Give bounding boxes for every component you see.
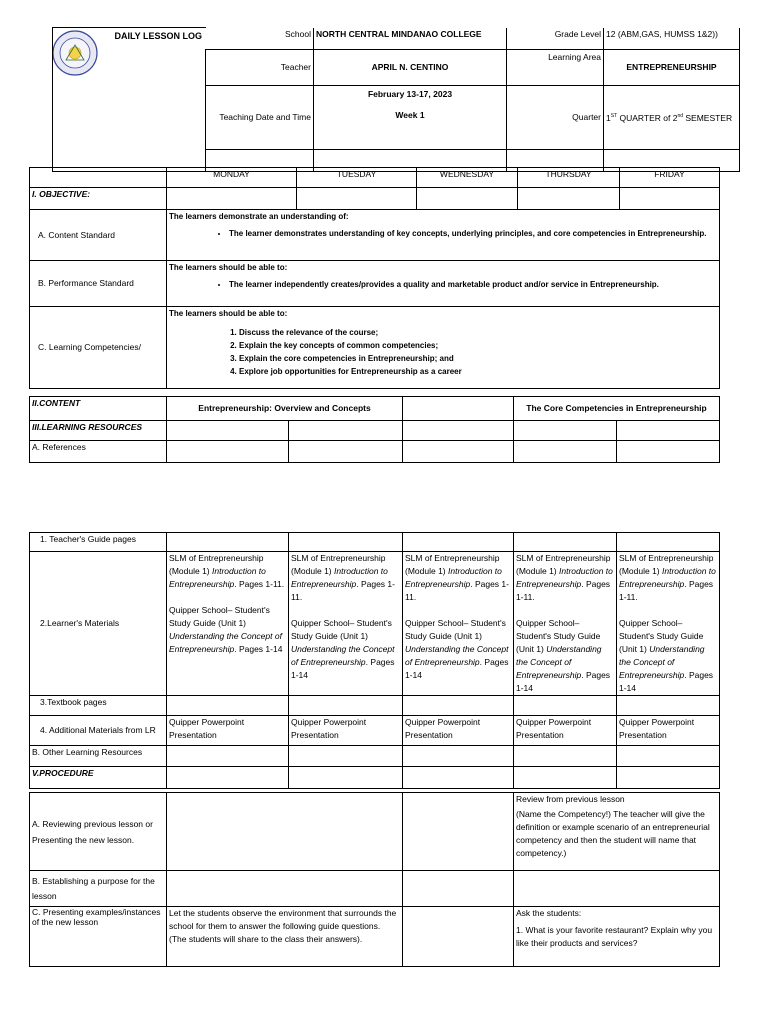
procedure-a-thursday-title: Review from previous lesson	[516, 794, 625, 804]
content-thu-fri: The Core Competencies in Entrepreneurship	[514, 397, 720, 421]
teacher-value: APRIL N. CENTINO	[314, 50, 507, 86]
teaching-date-label: Teaching Date and Time	[206, 86, 314, 150]
day-tuesday: TUESDAY	[297, 168, 417, 188]
textbook-pages-label: 3.Textbook pages	[30, 696, 167, 716]
content-mon-tue: Entrepreneurship: Overview and Concepts	[167, 397, 403, 421]
school-value: NORTH CENTRAL MINDANAO COLLEGE	[314, 28, 507, 50]
learning-resources-heading: III.LEARNING RESOURCES	[30, 421, 167, 441]
additional-materials-wednesday: Quipper Powerpoint Presentation	[403, 716, 514, 746]
day-thursday: THURSDAY	[518, 168, 620, 188]
teacher-label: Teacher	[206, 50, 314, 86]
learning-competencies-label: C. Learning Competencies/	[30, 307, 167, 389]
performance-standard-intro: The learners should be able to:	[169, 263, 288, 272]
learners-materials-label: 2.Learner's Materials	[30, 552, 167, 696]
procedure-c-thursday-title: Ask the students:	[516, 908, 582, 918]
competency-item: 2. Explain the key concepts of common competencies;	[239, 339, 717, 352]
learning-area-value: ENTREPRENEURSHIP	[604, 50, 740, 86]
competency-item: 3. Explain the core competencies in Entrepreneurship; and	[239, 352, 717, 365]
content-standard-bullet: • The learner demonstrates understanding of key concepts, underlying principles, and core competencies in Entrepreneurship.	[229, 227, 717, 240]
competency-item: 1. Discuss the relevance of the course;	[239, 326, 717, 339]
learners-materials-wednesday: SLM of Entrepreneurship (Module 1) Introduction to Entrepreneurship. Pages 1-11. Quipper School– Student's Study Guide (Unit 1) Understanding the Concept of Entrepreneurship. Pages 1-14	[403, 552, 514, 696]
procedure-table	[29, 792, 720, 967]
additional-materials-thursday: Quipper Powerpoint Presentation	[514, 716, 617, 746]
school-label: School	[285, 28, 311, 39]
learning-area-label: Learning Area	[507, 50, 604, 86]
procedure-heading: V.PROCEDURE	[30, 767, 167, 789]
quarter-label: Quarter	[507, 86, 604, 150]
procedure-a-label: A. Reviewing previous lesson or Presenting the new lesson.	[30, 793, 167, 871]
day-monday: MONDAY	[167, 168, 297, 188]
additional-materials-friday: Quipper Powerpoint Presentation	[617, 716, 720, 746]
learning-competencies-intro: The learners should be able to:	[169, 309, 288, 318]
procedure-b-label: B. Establishing a purpose for the lesson	[30, 871, 167, 907]
content-heading: II.CONTENT	[30, 397, 167, 421]
additional-materials-label: 4. Additional Materials from LR	[30, 716, 167, 746]
objective-table	[29, 167, 720, 389]
procedure-c-label: C. Presenting examples/instances of the new lesson	[30, 907, 167, 967]
competency-item: 4. Explore job opportunities for Entrepreneurship as a career	[239, 365, 717, 378]
additional-materials-monday: Quipper Powerpoint Presentation	[167, 716, 289, 746]
day-wednesday: WEDNESDAY	[417, 168, 518, 188]
procedure-a-thursday-body: (Name the Competency!) The teacher will give the definition or example scenario of an entrepreneurial competency and then the student will name that competency.)	[516, 809, 710, 858]
objective-heading: I. OBJECTIVE:	[30, 188, 167, 210]
procedure-c-monday: Let the students observe the environment that surrounds the school for them to answer the following guide questions. (The students will share to the class their answers).	[167, 907, 403, 967]
content-table	[29, 396, 720, 463]
other-resources-label: B. Other Learning Resources	[30, 746, 167, 767]
additional-materials-tuesday: Quipper Powerpoint Presentation	[289, 716, 403, 746]
grade-level-value: 12 (ABM,GAS, HUMSS 1&2))	[604, 28, 740, 50]
performance-standard-label: B. Performance Standard	[30, 261, 167, 307]
day-friday: FRIDAY	[620, 168, 720, 188]
resources-table	[29, 532, 720, 789]
content-standard-label: A. Content Standard	[30, 210, 167, 261]
learners-materials-tuesday: SLM of Entrepreneurship (Module 1) Introduction to Entrepreneurship. Pages 1-11. Quipper School– Student's Study Guide (Unit 1) Understanding the Concept of Entrepreneurship. Pages 1-14	[289, 552, 403, 696]
learners-materials-monday: SLM of Entrepreneurship (Module 1) Introduction to Entrepreneurship. Pages 1-11. Quipper School– Student's Study Guide (Unit 1) Understanding the Concept of Entrepreneurship. Pages 1-14	[167, 552, 289, 696]
header-table: DAILY LESSON LOG School NORTH CENTRAL MINDANAO COLLEGE Grade Level 12 (ABM,GAS, HUMSS 1&2)) Teacher APRIL N. CENTINO Learning Area ENTREPRENEURSHIP Teaching Date and Time February 13-17, 2023 Week 1 Quarter 1ST QUARTER of 2nd SEMESTER	[52, 27, 740, 172]
week-value: Week 1	[395, 110, 425, 120]
quarter-value: 1ST QUARTER of 2nd SEMESTER	[604, 86, 740, 150]
teachers-guide-label: 1. Teacher's Guide pages	[30, 533, 167, 552]
learners-materials-friday: SLM of Entrepreneurship (Module 1) Introduction to Entrepreneurship. Pages 1-11. Quipper School– Student's Study Guide (Unit 1) Understanding the Concept of Entrepreneurship. Pages 1-14	[617, 552, 720, 696]
teaching-date-value: February 13-17, 2023	[367, 89, 453, 99]
content-standard-intro: The learners demonstrate an understanding of:	[169, 212, 349, 221]
learners-materials-thursday: SLM of Entrepreneurship (Module 1) Introduction to Entrepreneurship. Pages 1-11. Quipper School– Student's Study Guide (Unit 1) Understanding the Concept of Entrepreneurship. Pages 1-14	[514, 552, 617, 696]
procedure-c-thursday-body: 1. What is your favorite restaurant? Explain why you like their products and services?	[516, 925, 713, 948]
references-label: A. References	[30, 441, 167, 463]
grade-level-label: Grade Level	[507, 28, 604, 50]
performance-standard-bullet: • The learner independently creates/provides a quality and marketable product and/or service in Entrepreneurship.	[229, 278, 717, 291]
